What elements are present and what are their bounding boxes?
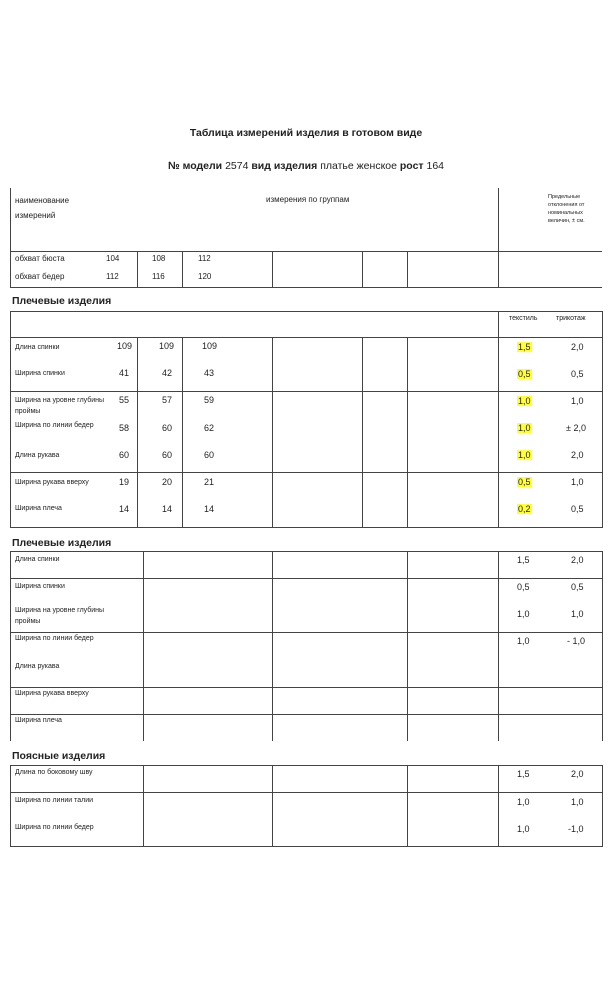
row-value-3: 43 <box>204 368 215 378</box>
row-label: Ширина спинки <box>15 370 65 377</box>
row-value-1: 41 <box>119 368 130 378</box>
row-bust-label: обхват бюста <box>15 254 65 263</box>
row-value-1: 58 <box>119 423 130 433</box>
row-hips-label: обхват бедер <box>15 272 65 281</box>
row-label: Длина спинки <box>15 556 60 563</box>
row-knit: 1,0 <box>571 396 584 406</box>
row-value-2: 60 <box>162 423 173 433</box>
row-textile: 0,5 <box>518 477 531 487</box>
row-value-1: 109 <box>117 341 133 351</box>
header-tolerance-column: Предельные отклонения от номинальных величин, ± см. <box>548 194 585 224</box>
row-label: Длина рукава <box>15 663 60 670</box>
col-textile-label: текстиль <box>509 315 538 322</box>
row-label: Ширина рукава вверху <box>15 479 89 486</box>
row-textile: 1,0 <box>518 396 531 406</box>
row-knit: 2,0 <box>571 450 584 460</box>
row-value-1: 60 <box>119 450 130 460</box>
row-textile: 1,0 <box>517 609 530 619</box>
row-value-3: 109 <box>202 341 218 351</box>
row-label: Ширина по линии бедер <box>15 422 94 429</box>
header-groups-column: измерения по группам <box>266 195 350 204</box>
row-value-2: 60 <box>162 450 173 460</box>
row-label: Ширина по линии талии <box>15 797 94 804</box>
row-value-3: 14 <box>204 504 215 514</box>
row-label: Ширина спинки <box>15 583 65 590</box>
row-knit: 2,0 <box>571 555 584 565</box>
row-knit: 1,0 <box>571 609 584 619</box>
row-textile: 1,5 <box>518 342 531 352</box>
row-label: Ширина на уровне глубины проймы <box>15 397 105 415</box>
row-knit: -1,0 <box>568 824 584 834</box>
row-knit: 0,5 <box>571 504 584 514</box>
row-textile: 1,5 <box>517 555 530 565</box>
section2-title: Плечевые изделия <box>12 537 112 549</box>
row-label: Ширина рукава вверху <box>15 690 89 697</box>
row-value-2: 57 <box>162 395 173 405</box>
row-knit: ± 2,0 <box>566 423 586 433</box>
row-knit: 1,0 <box>571 477 584 487</box>
row-textile: 1,0 <box>517 797 530 807</box>
row-hips-v1: 112 <box>106 272 119 281</box>
row-value-2: 109 <box>159 341 175 351</box>
row-value-1: 19 <box>119 477 130 487</box>
row-label: Длина по боковому шву <box>15 769 93 776</box>
row-bust-v3: 112 <box>198 254 211 263</box>
row-label: Ширина плеча <box>15 717 62 724</box>
row-bust-v1: 104 <box>106 254 120 263</box>
row-value-2: 14 <box>162 504 173 514</box>
section3-title: Поясные изделия <box>12 750 106 762</box>
row-label: Ширина на уровне глубины проймы <box>15 607 105 625</box>
col-knit-label: трикотаж <box>556 315 586 322</box>
row-knit: 0,5 <box>571 582 584 592</box>
row-textile: 1,0 <box>517 824 530 834</box>
row-hips-v3: 120 <box>198 272 212 281</box>
row-label: Длина спинки <box>15 344 60 351</box>
row-hips-v2: 116 <box>152 272 165 281</box>
row-label: Ширина по линии бедер <box>15 635 94 642</box>
row-textile: 0,5 <box>518 369 531 379</box>
row-knit: 2,0 <box>571 769 584 779</box>
row-textile: 0,2 <box>518 504 531 514</box>
row-label: Ширина по линии бедер <box>15 824 94 831</box>
row-knit: 2,0 <box>571 342 584 352</box>
row-textile: 1,5 <box>517 769 530 779</box>
row-value-1: 55 <box>119 395 130 405</box>
row-value-3: 59 <box>204 395 215 405</box>
row-label: Длина рукава <box>15 452 60 459</box>
row-value-1: 14 <box>119 504 130 514</box>
row-value-3: 21 <box>204 477 215 487</box>
document-subtitle: № модели 2574 вид изделия платье женское рост 164 <box>167 160 445 172</box>
row-value-3: 60 <box>204 450 215 460</box>
row-value-3: 62 <box>204 423 215 433</box>
row-textile: 1,0 <box>518 450 531 460</box>
row-textile: 0,5 <box>517 582 530 592</box>
section1-title: Плечевые изделия <box>12 295 112 307</box>
row-value-2: 20 <box>162 477 173 487</box>
row-value-2: 42 <box>162 368 173 378</box>
row-knit: - 1,0 <box>567 636 586 646</box>
row-textile: 1,0 <box>517 636 530 646</box>
row-label: Ширина плеча <box>15 505 62 512</box>
document-title: Таблица измерений изделия в готовом виде <box>189 127 423 139</box>
header-name-column: наименование измерений <box>15 196 70 220</box>
row-textile: 1,0 <box>518 423 531 433</box>
row-bust-v2: 108 <box>152 254 166 263</box>
row-knit: 0,5 <box>571 369 584 379</box>
row-knit: 1,0 <box>571 797 584 807</box>
